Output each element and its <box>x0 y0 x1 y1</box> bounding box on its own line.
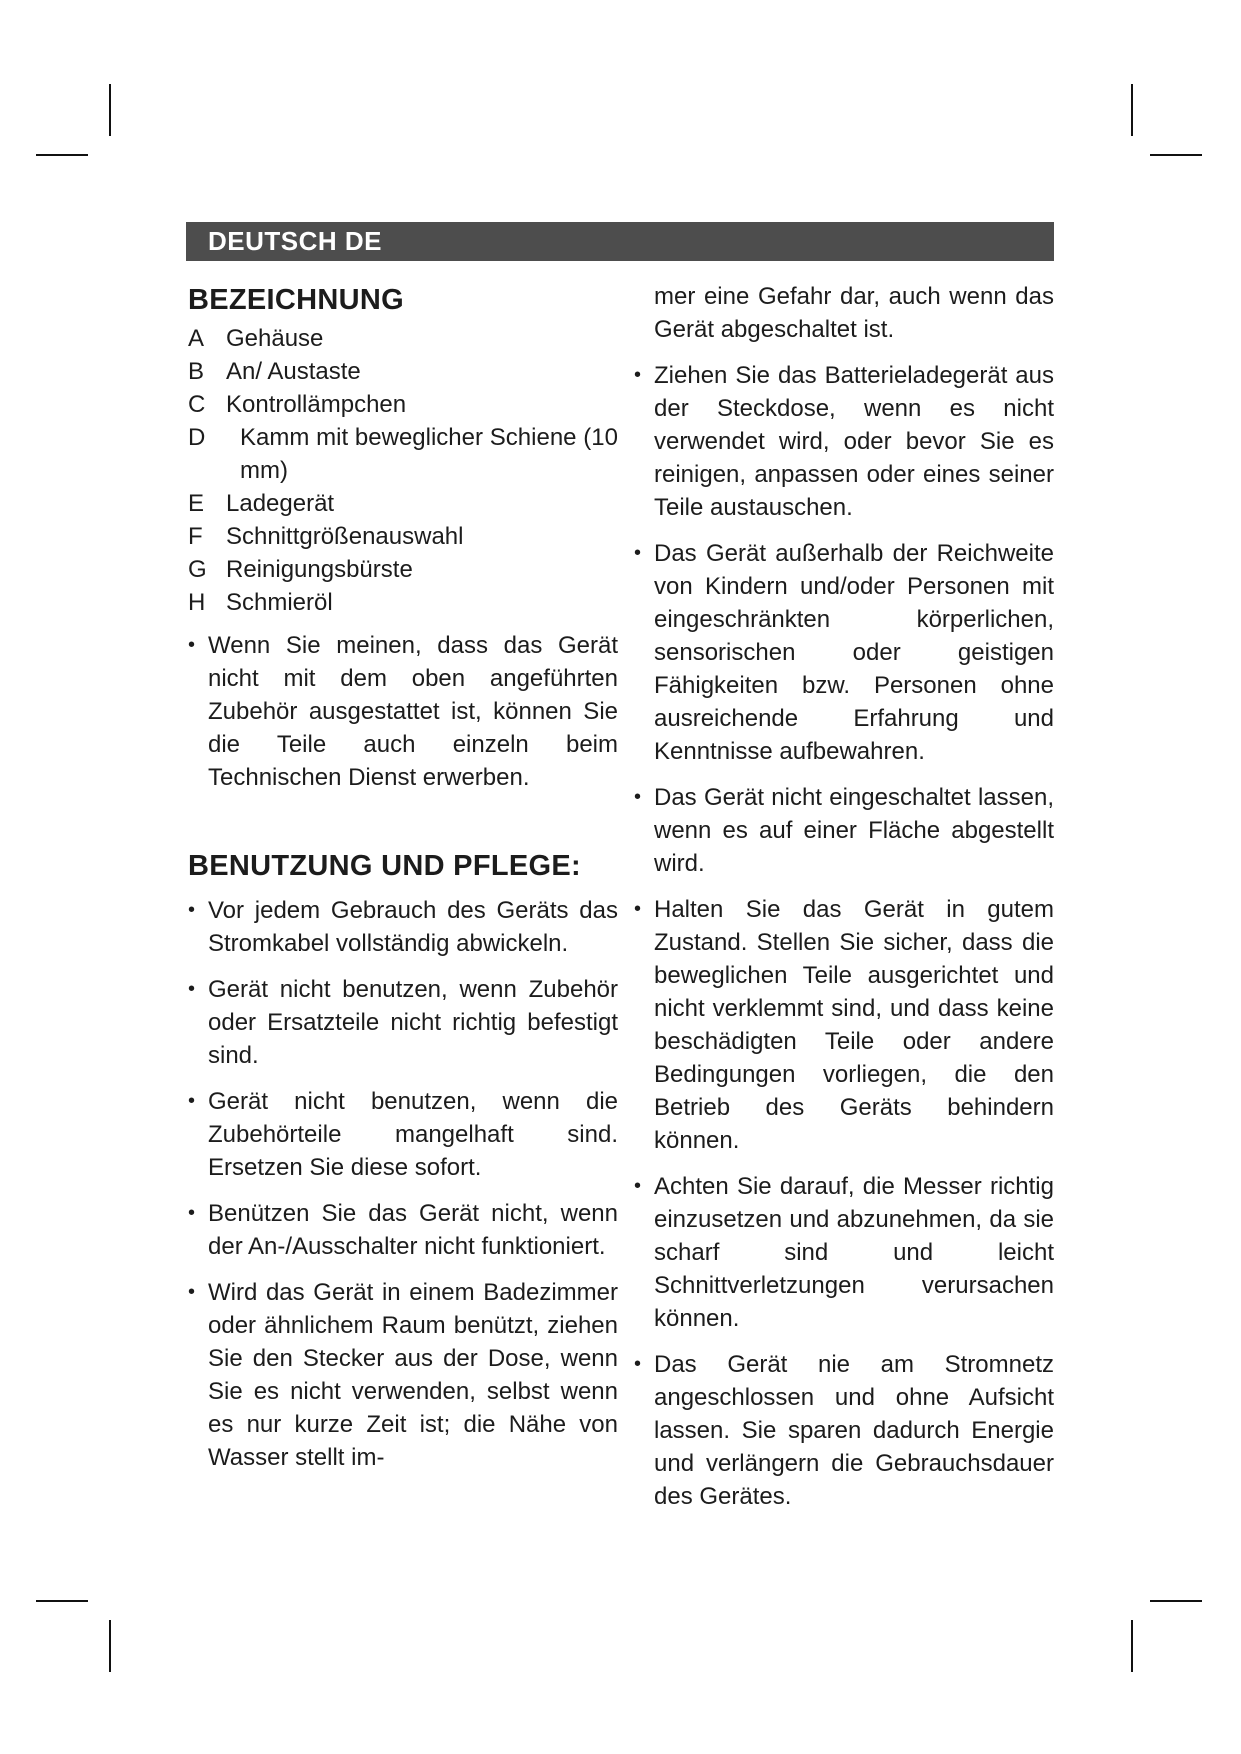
section-title-bezeichnung: BEZEICHNUNG <box>188 284 404 316</box>
list-item: • Vor jedem Gebrauch des Geräts das Stromkabel vollständig abwickeln. <box>188 897 618 957</box>
legend-item: B An/ Austaste <box>188 358 361 385</box>
crop-mark <box>1131 1620 1133 1672</box>
crop-mark <box>36 1600 88 1602</box>
legend-item: A Gehäuse <box>188 325 324 352</box>
crop-mark <box>1150 1600 1202 1602</box>
crop-mark <box>109 84 111 136</box>
list-item: • Achten Sie darauf, die Messer richtig einzusetzen und abzunehmen, da sie scharf sind und leicht Schnittverletzungen verursachen können. <box>634 1173 1054 1332</box>
parts-legend <box>188 322 618 619</box>
usage-list-right <box>634 359 1054 1513</box>
note-list <box>188 629 618 794</box>
section-title-benutzung: BENUTZUNG UND PFLEGE: <box>188 850 581 882</box>
continued-paragraph: mer eine Gefahr dar, auch wenn das Gerät abgeschaltet ist. <box>654 283 1054 343</box>
list-item: • Das Gerät nicht eingeschaltet lassen, wenn es auf einer Fläche abgestellt wird. <box>634 784 1054 877</box>
list-item: • Benützen Sie das Gerät nicht, wenn der An-/Ausschalter nicht funktioniert. <box>188 1200 618 1260</box>
language-header-bar <box>186 222 1054 261</box>
crop-mark <box>1131 84 1133 136</box>
usage-list-left <box>188 894 618 1474</box>
list-item: • Ziehen Sie das Batterieladegerät aus der Steckdose, wenn es nicht verwendet wird, oder bevor Sie es reinigen, anpassen oder eines seiner Teile austauschen. <box>634 362 1054 521</box>
legend-item: H Schmieröl <box>188 589 333 616</box>
crop-mark <box>36 154 88 156</box>
language-label: DEUTSCH DE <box>208 226 383 256</box>
list-item: • Gerät nicht benutzen, wenn die Zubehörteile mangelhaft sind. Ersetzen Sie diese sofort. <box>188 1088 618 1181</box>
legend-item: E Ladegerät <box>188 490 335 517</box>
list-item: • Halten Sie das Gerät in gutem Zustand. Stellen Sie sicher, dass die beweglichen Teile ausgerichtet und nicht verklemmt sind, und dass keine beschädigten Teile oder andere Bedingungen vorliegen, die den Betrieb des Geräts behindern können. <box>634 896 1054 1154</box>
legend-item: C Kontrollämpchen <box>188 391 407 418</box>
list-item: • Wenn Sie meinen, dass das Gerät nicht mit dem oben angeführten Zubehör ausgestattet ist, können Sie die Teile auch einzeln beim Technischen Dienst erwerben. <box>188 632 618 791</box>
list-item: • Das Gerät außerhalb der Reichweite von Kindern und/oder Personen mit eingeschränkten körperlichen, sensorischen oder geistigen Fähigkeiten bzw. Personen ohne ausreichende Erfahrung und Kenntnisse aufbewahren. <box>634 540 1054 765</box>
left-column <box>188 280 618 1487</box>
list-item: • Gerät nicht benutzen, wenn Zubehör oder Ersatzteile nicht richtig befestigt sind. <box>188 976 618 1069</box>
list-item: • Das Gerät nie am Stromnetz angeschlossen und ohne Aufsicht lassen. Sie sparen dadurch Energie und verlängern die Gebrauchsdauer des Gerätes. <box>634 1351 1054 1510</box>
legend-item: G Reinigungsbürste <box>188 556 413 583</box>
crop-mark <box>1150 154 1202 156</box>
right-column <box>634 280 1054 1526</box>
list-item: • Wird das Gerät in einem Badezimmer oder ähnlichem Raum benützt, ziehen Sie den Stecker aus der Dose, wenn Sie es nicht verwenden, selbst wenn es nur kurze Zeit ist; die Nähe von Wasser stellt im- <box>188 1279 618 1471</box>
legend-item: D Kamm mit beweglicher Schiene (10 mm) <box>188 424 618 484</box>
crop-mark <box>109 1620 111 1672</box>
legend-item: F Schnittgrößenauswahl <box>188 523 464 550</box>
